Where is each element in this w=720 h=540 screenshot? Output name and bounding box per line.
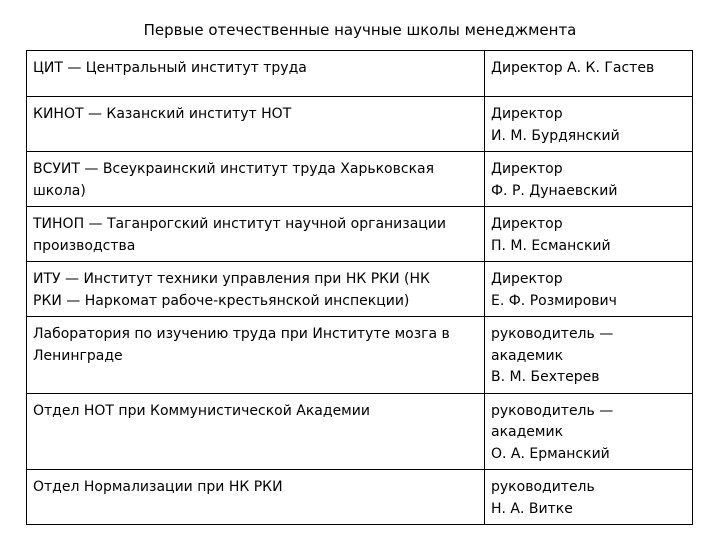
head-cell: руководитель — академик В. М. Бехтерев [485, 317, 693, 394]
head-cell: руководитель Н. А. Витке [485, 470, 693, 525]
table-row [27, 393, 693, 470]
school-cell: Отдел Нормализации при НК РКИ [27, 470, 485, 525]
school-cell: ТИНОП — Таганрогский институт научной организации производства [27, 207, 485, 262]
head-cell: руководитель — академик О. А. Ерманский [485, 393, 693, 470]
table-row [27, 470, 693, 525]
school-cell: Лаборатория по изучению труда при Институте мозга в Ленинграде [27, 317, 485, 394]
school-cell: ВСУИТ — Всеукраинский институт труда Харьковская школа) [27, 152, 485, 207]
head-cell: Директор Е. Ф. Розмирович [485, 262, 693, 317]
head-cell: Директор П. М. Есманский [485, 207, 693, 262]
page-title: Первые отечественные научные школы менеджмента [143, 21, 577, 39]
table-row [27, 97, 693, 152]
schools-table [26, 50, 693, 525]
table-row [27, 262, 693, 317]
school-cell: КИНОТ — Казанский институт НОТ [27, 97, 485, 152]
school-cell: Отдел НОТ при Коммунистической Академии [27, 393, 485, 470]
head-cell: Директор А. К. Гастев [485, 51, 693, 97]
table-row [27, 317, 693, 394]
head-cell: Директор И. М. Бурдянский [485, 97, 693, 152]
table-row [27, 51, 693, 97]
table-row [27, 152, 693, 207]
table-row [27, 207, 693, 262]
school-cell: ИТУ — Институт техники управления при НК РКИ (НК РКИ — Наркомат рабоче-крестьянской инспекции) [27, 262, 485, 317]
head-cell: Директор Ф. Р. Дунаевский [485, 152, 693, 207]
school-cell: ЦИТ — Центральный институт труда [27, 51, 485, 97]
